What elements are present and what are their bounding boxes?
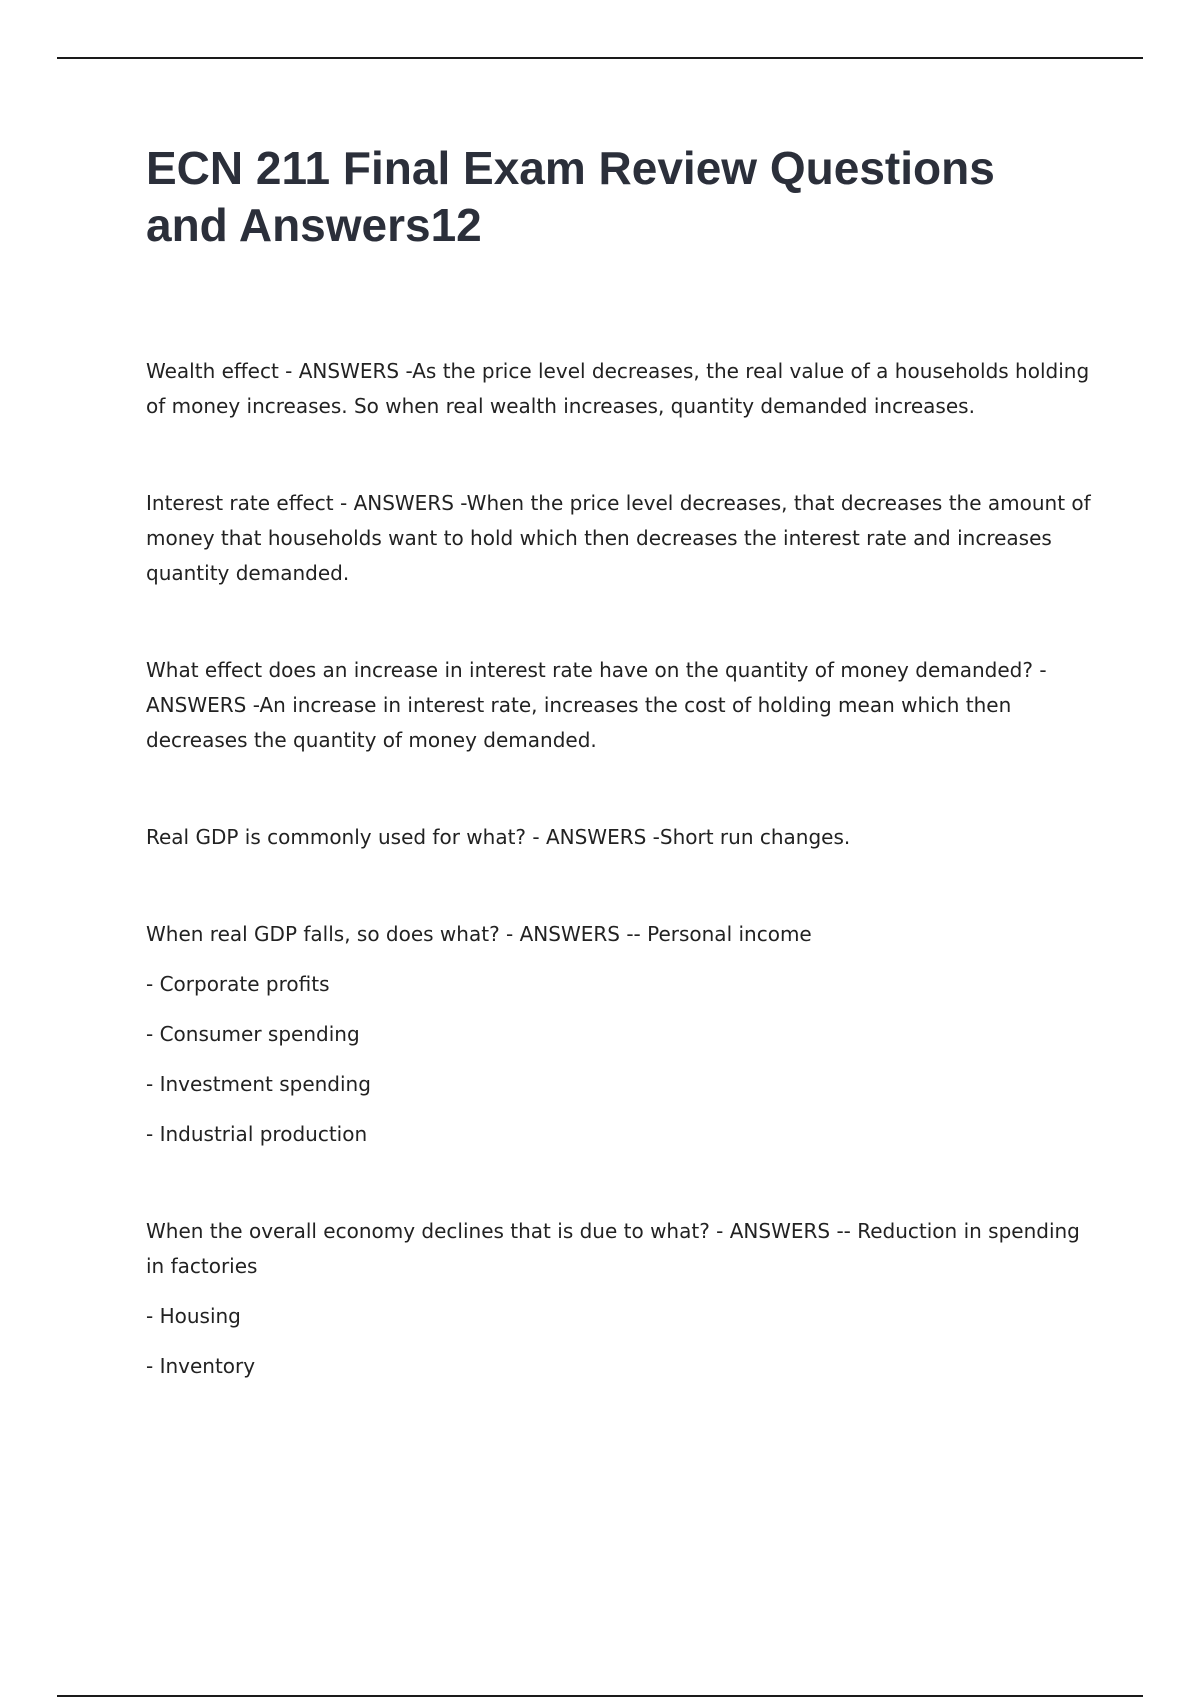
qa-item-real-gdp-use	[146, 820, 1096, 855]
qa-text: When real GDP falls, so does what? - ANSWERS -- Personal income	[146, 922, 812, 946]
qa-sub-item: - Industrial production	[146, 1122, 368, 1146]
qa-text: What effect does an increase in interest rate have on the quantity of money demanded? - ANSWERS -An increase in interest rate, increases the cost of holding mean which then decreases the quantity of money demanded.	[146, 658, 1047, 752]
qa-sub-item: - Corporate profits	[146, 972, 330, 996]
qa-item-interest-rate-effect	[146, 486, 1096, 591]
qa-item-wealth-effect	[146, 354, 1096, 424]
qa-text: When the overall economy declines that is due to what? - ANSWERS -- Reduction in spending in factories	[146, 1219, 1080, 1278]
qa-text: Real GDP is commonly used for what? - ANSWERS -Short run changes.	[146, 825, 851, 849]
qa-item-money-demand	[146, 653, 1096, 758]
document-body	[146, 140, 1096, 1446]
bottom-rule	[57, 1695, 1143, 1697]
qa-list	[146, 354, 1096, 1384]
qa-sub-item: - Housing	[146, 1304, 241, 1328]
top-rule	[57, 57, 1143, 59]
qa-sub-item: - Inventory	[146, 1354, 256, 1378]
qa-sub-item: - Consumer spending	[146, 1022, 360, 1046]
qa-text: Interest rate effect - ANSWERS -When the price level decreases, that decreases the amount of money that households want to hold which then decreases the interest rate and increases quantity demanded.	[146, 491, 1091, 585]
page-title	[146, 140, 1096, 254]
title-line-1: ECN 211 Final Exam Review Questions	[146, 142, 995, 194]
qa-text: Wealth effect - ANSWERS -As the price level decreases, the real value of a households holding of money increases. So when real wealth increases, quantity demanded increases.	[146, 359, 1090, 418]
qa-item-economy-declines	[146, 1214, 1096, 1384]
title-line-2: and Answers12	[146, 199, 482, 251]
qa-sub-item: - Investment spending	[146, 1072, 371, 1096]
qa-item-real-gdp-falls	[146, 917, 1096, 1152]
